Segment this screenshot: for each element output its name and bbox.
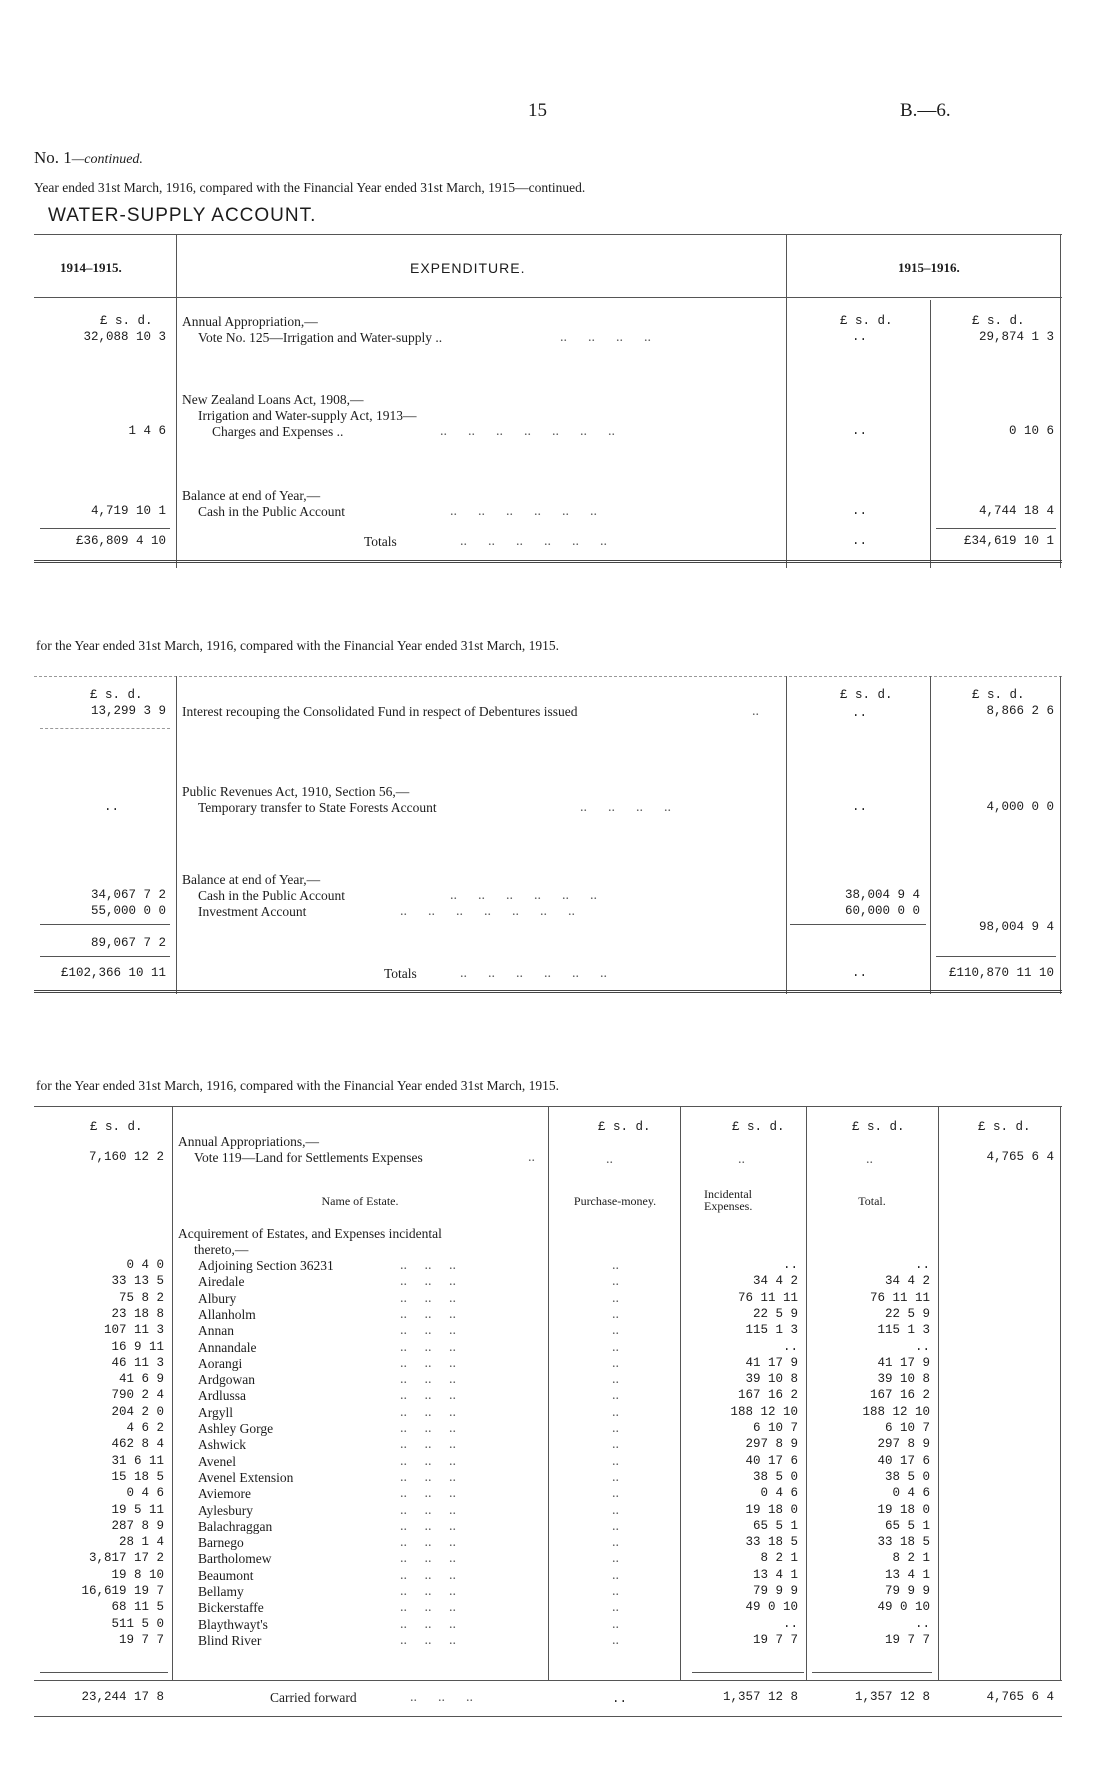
estate-amount-1914: 287 8 9 bbox=[111, 1519, 164, 1533]
row-label: Charges and Expenses .. bbox=[212, 424, 344, 439]
estate-amount-1914: 15 18 5 bbox=[111, 1470, 164, 1484]
estate-total: 41 17 9 bbox=[877, 1356, 930, 1370]
carried-purchase: .. bbox=[612, 1692, 628, 1706]
amount-mid: .. bbox=[852, 504, 868, 518]
estate-amount-1914: 46 11 3 bbox=[111, 1356, 164, 1370]
amount-1914: 32,088 10 3 bbox=[83, 330, 166, 344]
purchase-empty: .. bbox=[612, 1551, 619, 1566]
estate-amount-1914: 41 6 9 bbox=[118, 1372, 164, 1386]
account-title: WATER-SUPPLY ACCOUNT. bbox=[48, 205, 317, 226]
estate-incidental: 38 5 0 bbox=[752, 1470, 798, 1484]
leader-dots: .. .. .. bbox=[400, 1323, 456, 1338]
estate-total: 115 1 3 bbox=[877, 1323, 930, 1337]
estate-incidental: 297 8 9 bbox=[745, 1437, 798, 1451]
estate-total: .. bbox=[914, 1340, 930, 1354]
estate-name: Adjoining Section 36231 bbox=[198, 1258, 334, 1273]
estate-total: 19 7 7 bbox=[884, 1633, 930, 1647]
estate-amount-1914: 75 8 2 bbox=[118, 1291, 164, 1305]
leader-dots: .. .. .. bbox=[400, 1274, 456, 1289]
col-expenditure: EXPENDITURE. bbox=[410, 260, 526, 276]
estate-incidental: 33 18 5 bbox=[745, 1535, 798, 1549]
estate-incidental: 22 5 9 bbox=[752, 1307, 798, 1321]
total-1915: £110,870 11 10 bbox=[948, 966, 1054, 980]
total-1914: £102,366 10 11 bbox=[60, 966, 166, 980]
purchase-empty: .. bbox=[612, 1535, 619, 1550]
amount-1915: 4,744 18 4 bbox=[978, 504, 1054, 518]
estate-incidental: 0 4 6 bbox=[760, 1486, 798, 1500]
estate-incidental: 34 4 2 bbox=[752, 1274, 798, 1288]
col-year-1914: 1914–1915. bbox=[60, 260, 122, 275]
estate-total: 79 9 9 bbox=[884, 1584, 930, 1598]
amount-mid: .. bbox=[852, 330, 868, 344]
appropriation-vote: Vote 119—Land for Settlements Expenses bbox=[194, 1150, 423, 1165]
estate-name: Ardgowan bbox=[198, 1372, 255, 1387]
total-mid: .. bbox=[852, 966, 868, 980]
estate-name: Avenel Extension bbox=[198, 1470, 294, 1485]
appropriation-1914: 7,160 12 2 bbox=[88, 1150, 164, 1164]
carried-incidental: 1,357 12 8 bbox=[722, 1690, 798, 1704]
estate-name: Blind River bbox=[198, 1633, 262, 1648]
col-year-1915: 1915–1916. bbox=[898, 260, 960, 275]
purchase-empty: .. bbox=[612, 1437, 619, 1452]
estate-total: 167 16 2 bbox=[869, 1388, 930, 1402]
estate-total: 40 17 6 bbox=[877, 1454, 930, 1468]
estate-incidental: .. bbox=[782, 1258, 798, 1272]
leader-dots: .. .. .. bbox=[400, 1535, 456, 1550]
purchase-empty: .. bbox=[612, 1356, 619, 1371]
amount-1915: 29,874 1 3 bbox=[978, 330, 1054, 344]
amount-1915: 4,000 0 0 bbox=[986, 800, 1054, 814]
leader-dots: .. .. .. bbox=[400, 1258, 456, 1273]
balance-1915: 98,004 9 4 bbox=[978, 920, 1054, 934]
section3-subtitle: for the Year ended 31st March, 1916, compared with the Financial Year ended 31st March, 1915. bbox=[36, 1078, 560, 1093]
unit-right: £ s. d. bbox=[972, 314, 1025, 328]
leader-dots: .. .. .. bbox=[400, 1600, 456, 1615]
estate-total: 38 5 0 bbox=[884, 1470, 930, 1484]
estate-name: Airedale bbox=[198, 1274, 245, 1289]
leader-dots: .. .. .. bbox=[400, 1356, 456, 1371]
amount-1915: 8,866 2 6 bbox=[986, 704, 1054, 718]
amount-1914: 13,299 3 9 bbox=[90, 704, 166, 718]
estate-incidental: 79 9 9 bbox=[752, 1584, 798, 1598]
leader-dots: .. .. .. bbox=[400, 1633, 456, 1648]
leader-dots: .. .. .. bbox=[400, 1551, 456, 1566]
estate-name: Ardlussa bbox=[198, 1388, 246, 1403]
estate-total: 49 0 10 bbox=[877, 1600, 930, 1614]
estate-total: 0 4 6 bbox=[892, 1486, 930, 1500]
estate-incidental: 19 18 0 bbox=[745, 1503, 798, 1517]
estate-incidental: 115 1 3 bbox=[745, 1323, 798, 1337]
section1-subtitle: Year ended 31st March, 1916, compared with the Financial Year ended 31st March, 1915—continued. bbox=[34, 180, 586, 195]
estate-incidental: 8 2 1 bbox=[760, 1551, 798, 1565]
unit-mid: £ s. d. bbox=[840, 688, 893, 702]
purchase-empty: .. bbox=[612, 1307, 619, 1322]
purchase-empty: .. bbox=[612, 1454, 619, 1469]
col-purchase-money: Purchase-money. bbox=[573, 1194, 657, 1208]
estate-amount-1914: 0 4 0 bbox=[126, 1258, 164, 1272]
estate-name: Albury bbox=[198, 1291, 237, 1306]
estate-amount-1914: 4 6 2 bbox=[126, 1421, 164, 1435]
estate-amount-1914: 204 2 0 bbox=[111, 1405, 164, 1419]
leader-dots: .. .. .. bbox=[400, 1291, 456, 1306]
estate-total: 8 2 1 bbox=[892, 1551, 930, 1565]
purchase-empty: .. bbox=[612, 1519, 619, 1534]
estate-name: Aviemore bbox=[198, 1486, 251, 1501]
cash-1914: 34,067 7 2 bbox=[90, 888, 166, 902]
appropriation-1915: 4,765 6 4 bbox=[986, 1150, 1054, 1164]
estate-amount-1914: 19 7 7 bbox=[118, 1633, 164, 1647]
col-name-of-estate: Name of Estate. bbox=[321, 1194, 399, 1208]
estate-amount-1914: 511 5 0 bbox=[111, 1617, 164, 1631]
appropriation-label: Annual Appropriations,— bbox=[178, 1134, 319, 1149]
total-1914: £36,809 4 10 bbox=[75, 534, 166, 548]
estate-total: 33 18 5 bbox=[877, 1535, 930, 1549]
estate-total: 76 11 11 bbox=[869, 1291, 930, 1305]
purchase-empty: .. bbox=[612, 1405, 619, 1420]
purchase-empty: .. bbox=[612, 1372, 619, 1387]
carried-1914: 23,244 17 8 bbox=[81, 1690, 164, 1704]
estate-incidental: 49 0 10 bbox=[745, 1600, 798, 1614]
estate-amount-1914: 68 11 5 bbox=[111, 1600, 164, 1614]
estate-name: Ashwick bbox=[198, 1437, 246, 1452]
page-number: 15 bbox=[528, 100, 547, 121]
row-label: Public Revenues Act, 1910, Section 56,— bbox=[182, 784, 410, 799]
estate-name: Aylesbury bbox=[198, 1503, 254, 1518]
estate-amount-1914: 462 8 4 bbox=[111, 1437, 164, 1451]
amount-mid: .. bbox=[852, 706, 868, 720]
unit-mid: £ s. d. bbox=[840, 314, 893, 328]
estate-incidental: .. bbox=[782, 1340, 798, 1354]
acquirement-label-2: thereto,— bbox=[194, 1242, 249, 1257]
investment-1915: 60,000 0 0 bbox=[844, 904, 920, 918]
leader-dots: .. .. .. bbox=[400, 1454, 456, 1469]
leader-dots: .. .. .. bbox=[400, 1470, 456, 1485]
estate-incidental: 41 17 9 bbox=[745, 1356, 798, 1370]
leader-dots: .. .. .. bbox=[400, 1568, 456, 1583]
amount-1914: .. bbox=[104, 800, 120, 814]
estate-name: Bickerstaffe bbox=[198, 1600, 264, 1615]
investment-label: Investment Account bbox=[198, 904, 307, 919]
carried-forward-label: Carried forward bbox=[270, 1690, 357, 1705]
unit-purchase: £ s. d. bbox=[598, 1120, 651, 1134]
row-label: Cash in the Public Account bbox=[198, 504, 345, 519]
estate-incidental: 167 16 2 bbox=[737, 1388, 798, 1402]
estate-name: Beaumont bbox=[198, 1568, 254, 1583]
row-label: Interest recouping the Consolidated Fund in respect of Debentures issued bbox=[182, 704, 578, 719]
estate-amount-1914: 23 18 8 bbox=[111, 1307, 164, 1321]
estate-name: Bellamy bbox=[198, 1584, 244, 1599]
total-mid: .. bbox=[852, 534, 868, 548]
estate-name: Argyll bbox=[198, 1405, 234, 1420]
purchase-empty: .. bbox=[612, 1291, 619, 1306]
amount-1914: 1 4 6 bbox=[128, 424, 166, 438]
estate-amount-1914: 19 5 11 bbox=[111, 1503, 164, 1517]
purchase-empty: .. bbox=[612, 1600, 619, 1615]
leader-dots: .. .. .. bbox=[400, 1307, 456, 1322]
estate-name: Balachraggan bbox=[198, 1519, 273, 1534]
leader-dots: .. .. .. bbox=[400, 1421, 456, 1436]
estate-incidental: 39 10 8 bbox=[745, 1372, 798, 1386]
estate-total: 65 5 1 bbox=[884, 1519, 930, 1533]
row-label: Vote No. 125—Irrigation and Water-supply .. bbox=[198, 330, 443, 345]
estate-amount-1914: 107 11 3 bbox=[103, 1323, 164, 1337]
estate-name: Annan bbox=[198, 1323, 234, 1338]
row-label: Temporary transfer to State Forests Account bbox=[198, 800, 437, 815]
carried-1915: 4,765 6 4 bbox=[986, 1690, 1054, 1704]
estate-total: 39 10 8 bbox=[877, 1372, 930, 1386]
estate-total: 34 4 2 bbox=[884, 1274, 930, 1288]
estate-incidental: 188 12 10 bbox=[730, 1405, 798, 1419]
estate-total: .. bbox=[914, 1258, 930, 1272]
estate-total: 19 18 0 bbox=[877, 1503, 930, 1517]
row-label: Balance at end of Year,— bbox=[182, 488, 321, 503]
amount-1914: 4,719 10 1 bbox=[90, 504, 166, 518]
leader-dots: .. .. .. bbox=[400, 1617, 456, 1632]
purchase-empty: .. bbox=[612, 1340, 619, 1355]
purchase-empty: .. bbox=[612, 1617, 619, 1632]
estate-incidental: 6 10 7 bbox=[752, 1421, 798, 1435]
col-total: Total. bbox=[858, 1194, 886, 1208]
estate-name: Ashley Gorge bbox=[198, 1421, 274, 1436]
amount-1915: 0 10 6 bbox=[1008, 424, 1054, 438]
leader-dots: .. .. .. bbox=[400, 1388, 456, 1403]
estate-name: Barnego bbox=[198, 1535, 244, 1550]
estate-amount-1914: 0 4 6 bbox=[126, 1486, 164, 1500]
unit-incidental: £ s. d. bbox=[732, 1120, 785, 1134]
section-number bbox=[34, 148, 143, 168]
totals-label: Totals bbox=[384, 966, 417, 981]
purchase-empty: .. bbox=[612, 1470, 619, 1485]
leader-dots: .. .. .. bbox=[400, 1519, 456, 1534]
estate-incidental: 65 5 1 bbox=[752, 1519, 798, 1533]
carried-total: 1,357 12 8 bbox=[854, 1690, 930, 1704]
balance-label: Balance at end of Year,— bbox=[182, 872, 321, 887]
estate-amount-1914: 19 8 10 bbox=[111, 1568, 164, 1582]
section2-subtitle: for the Year ended 31st March, 1916, compared with the Financial Year ended 31st March, 1915. bbox=[36, 638, 560, 653]
estate-total: 188 12 10 bbox=[862, 1405, 930, 1419]
investment-1914: 55,000 0 0 bbox=[90, 904, 166, 918]
estate-total: 13 4 1 bbox=[884, 1568, 930, 1582]
purchase-empty: .. bbox=[612, 1486, 619, 1501]
estate-incidental: .. bbox=[782, 1617, 798, 1631]
purchase-empty: .. bbox=[612, 1421, 619, 1436]
leader-dots: .. .. .. bbox=[400, 1486, 456, 1501]
unit-left: £ s. d. bbox=[90, 1120, 143, 1134]
col-incidental-expenses: Incidental Expenses. bbox=[704, 1187, 753, 1213]
leader-dots: .. .. .. bbox=[400, 1372, 456, 1387]
unit-left: £ s. d. bbox=[100, 314, 153, 328]
estate-amount-1914: 31 6 11 bbox=[111, 1454, 164, 1468]
leader-dots: .. .. .. bbox=[400, 1503, 456, 1518]
estate-name: Allanholm bbox=[198, 1307, 256, 1322]
estate-total: .. bbox=[914, 1617, 930, 1631]
amount-mid: .. bbox=[852, 424, 868, 438]
leader-dots: .. .. .. bbox=[400, 1437, 456, 1452]
acquirement-label: Acquirement of Estates, and Expenses incidental bbox=[178, 1226, 442, 1241]
purchase-empty: .. bbox=[612, 1633, 619, 1648]
purchase-empty: .. bbox=[612, 1584, 619, 1599]
estate-amount-1914: 3,817 17 2 bbox=[88, 1551, 164, 1565]
estate-amount-1914: 33 13 5 bbox=[111, 1274, 164, 1288]
unit-right: £ s. d. bbox=[972, 688, 1025, 702]
estate-incidental: 13 4 1 bbox=[752, 1568, 798, 1582]
estate-name: Aorangi bbox=[198, 1356, 243, 1371]
estate-name: Bartholomew bbox=[198, 1551, 272, 1566]
continued-label: —continued. bbox=[71, 152, 143, 167]
total-1915: £34,619 10 1 bbox=[963, 534, 1054, 548]
purchase-empty: .. bbox=[612, 1388, 619, 1403]
cash-label: Cash in the Public Account bbox=[198, 888, 345, 903]
row-label: New Zealand Loans Act, 1908,— bbox=[182, 392, 364, 407]
estate-incidental: 19 7 7 bbox=[752, 1633, 798, 1647]
unit-right: £ s. d. bbox=[978, 1120, 1031, 1134]
leader-dots: .. .. .. bbox=[400, 1340, 456, 1355]
unit-left: £ s. d. bbox=[90, 688, 143, 702]
leader-dots: .. .. .. bbox=[400, 1405, 456, 1420]
subtotal-1914: 89,067 7 2 bbox=[90, 936, 166, 950]
cash-1915: 38,004 9 4 bbox=[844, 888, 920, 902]
amount-mid: .. bbox=[852, 800, 868, 814]
estate-amount-1914: 28 1 4 bbox=[118, 1535, 164, 1549]
document-reference: B.—6. bbox=[900, 100, 951, 121]
totals-label: Totals bbox=[364, 534, 397, 549]
estate-name: Blaythwayt's bbox=[198, 1617, 268, 1632]
purchase-empty: .. bbox=[612, 1258, 619, 1273]
estate-total: 22 5 9 bbox=[884, 1307, 930, 1321]
unit-total: £ s. d. bbox=[852, 1120, 905, 1134]
purchase-empty: .. bbox=[612, 1274, 619, 1289]
purchase-empty: .. bbox=[612, 1503, 619, 1518]
estate-total: 6 10 7 bbox=[884, 1421, 930, 1435]
row-label: Irrigation and Water-supply Act, 1913— bbox=[198, 408, 417, 423]
row-label: Annual Appropriation,— bbox=[182, 314, 318, 329]
estate-incidental: 40 17 6 bbox=[745, 1454, 798, 1468]
section-no-label: No. 1 bbox=[34, 148, 72, 167]
estate-amount-1914: 16,619 19 7 bbox=[81, 1584, 164, 1598]
estate-name: Annandale bbox=[198, 1340, 257, 1355]
estate-amount-1914: 16 9 11 bbox=[111, 1340, 164, 1354]
purchase-empty: .. bbox=[612, 1323, 619, 1338]
purchase-empty: .. bbox=[612, 1568, 619, 1583]
estate-amount-1914: 790 2 4 bbox=[111, 1388, 164, 1402]
estate-incidental: 76 11 11 bbox=[737, 1291, 798, 1305]
estate-name: Avenel bbox=[198, 1454, 236, 1469]
estate-total: 297 8 9 bbox=[877, 1437, 930, 1451]
leader-dots: .. .. .. bbox=[400, 1584, 456, 1599]
